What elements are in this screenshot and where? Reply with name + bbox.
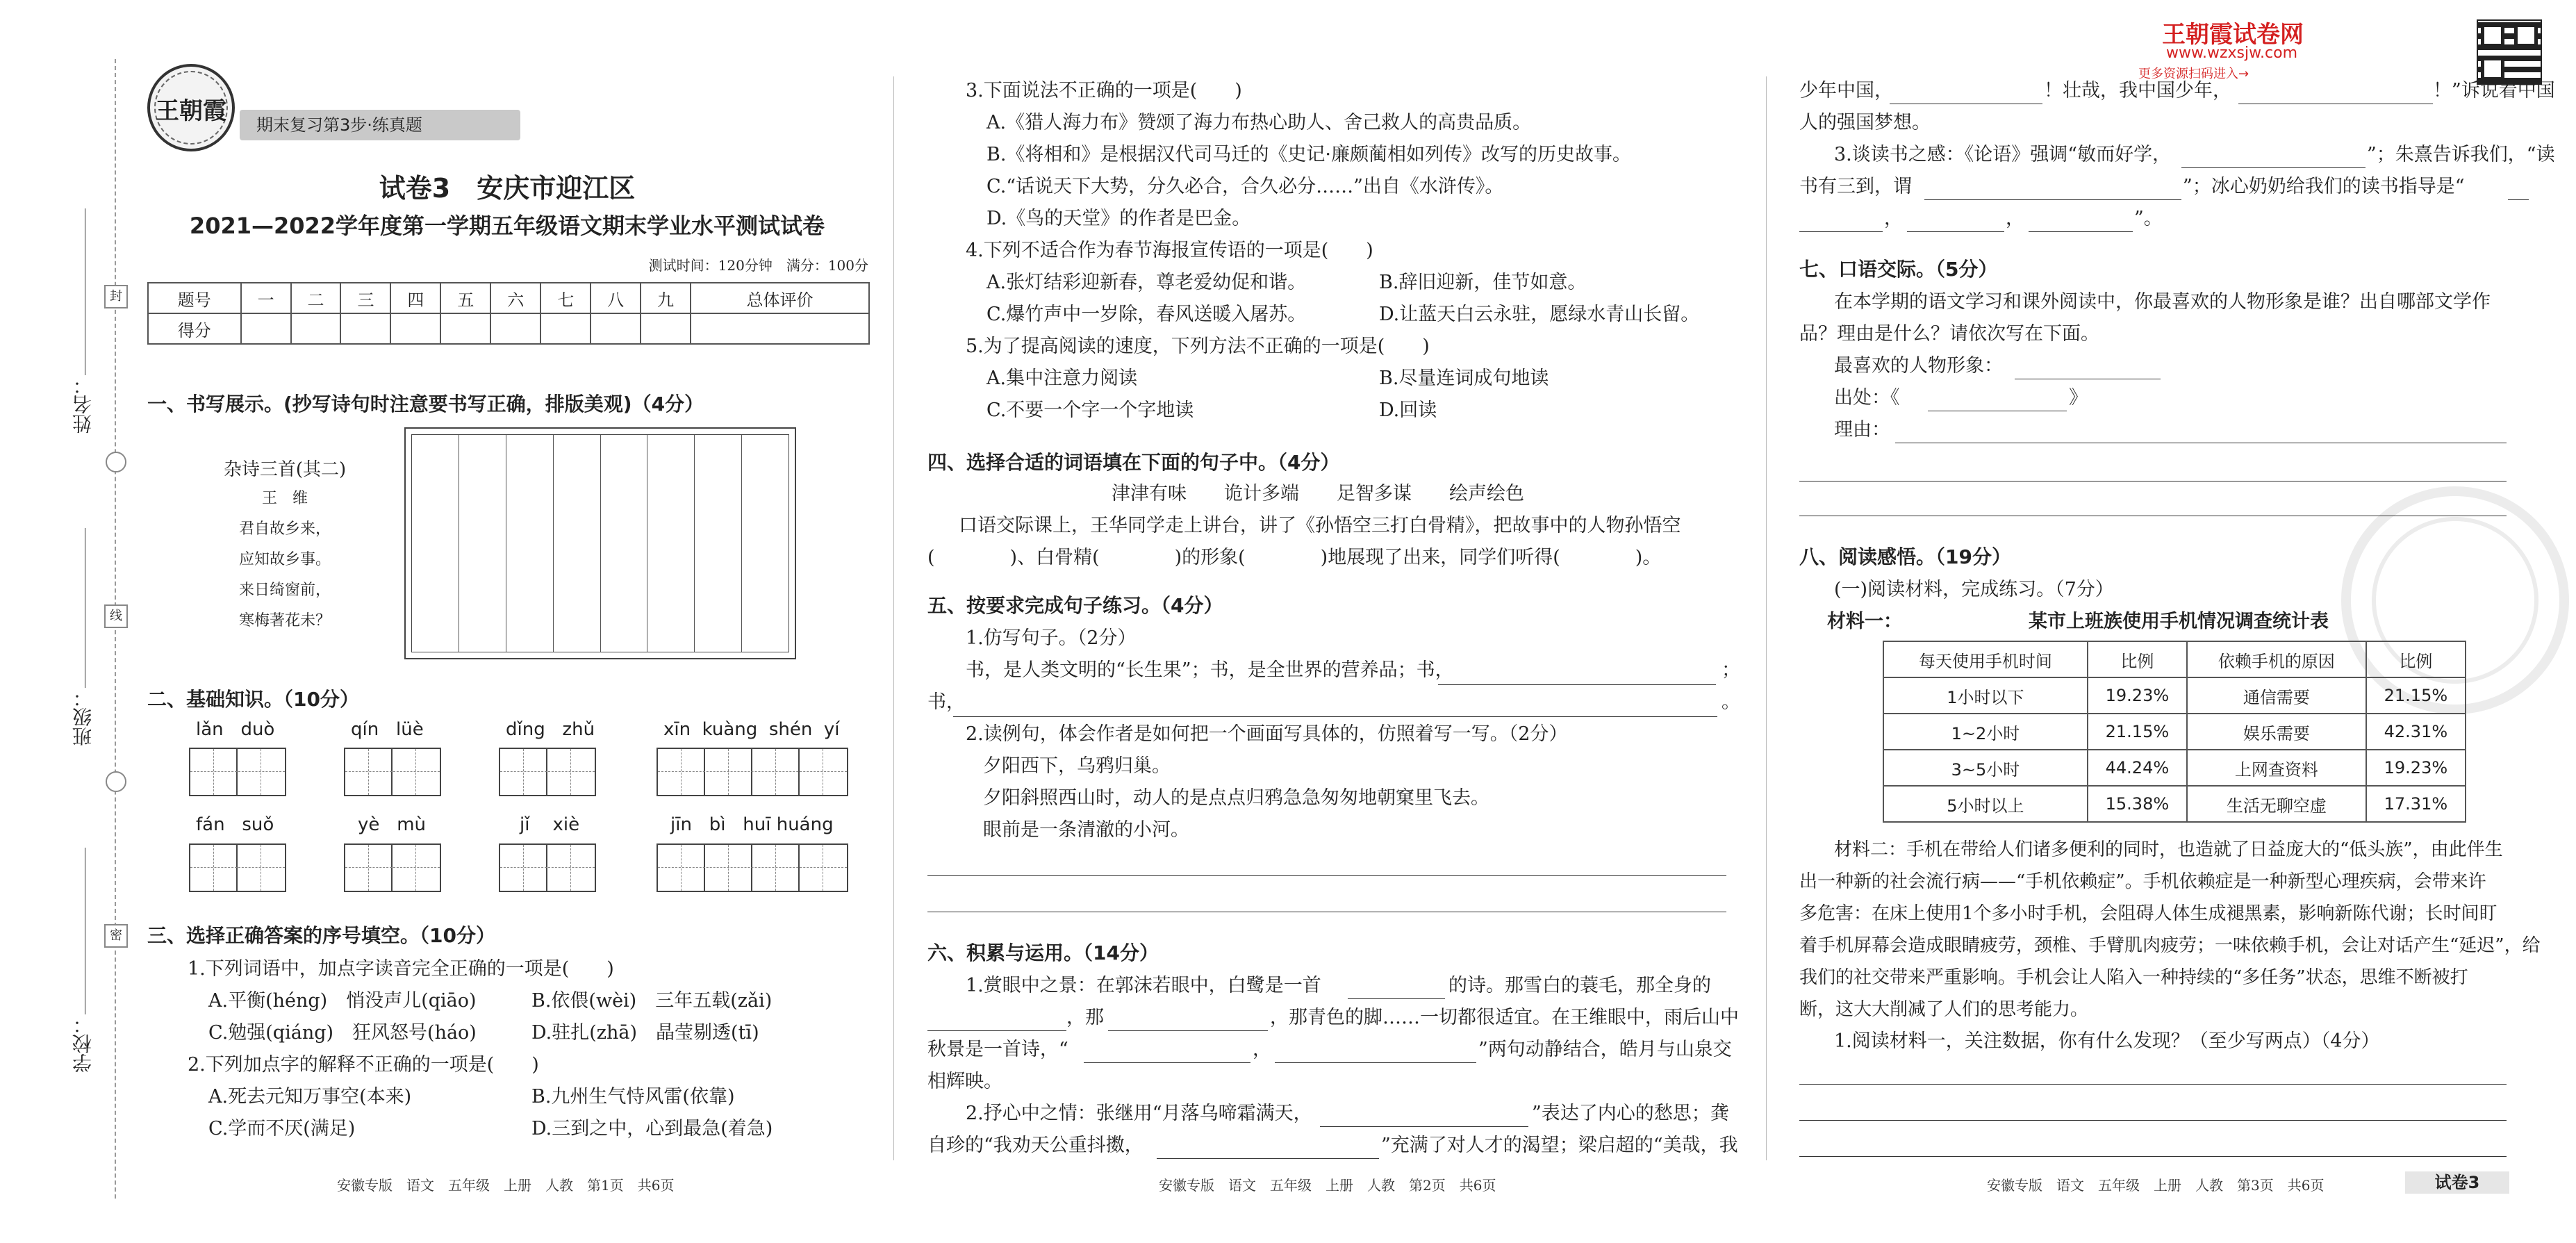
score-table bbox=[147, 282, 870, 345]
page-1-footer: 安徽专版 语文 五年级 上册 人教 第1页 共6页 bbox=[337, 1177, 675, 1194]
source-label: 出处：《 bbox=[1834, 387, 1900, 409]
binding-hole-2 bbox=[106, 771, 126, 792]
answer-line[interactable] bbox=[953, 716, 1717, 717]
s6-text-a: 1.赏眼中之景：在郭沫若眼中，白鹭是一首 bbox=[966, 975, 1321, 996]
score-head: 八 bbox=[591, 283, 641, 313]
table-cell: 生活无聊空虚 bbox=[2187, 786, 2366, 822]
answer-line[interactable] bbox=[1799, 1120, 2507, 1121]
table-row bbox=[1883, 786, 2466, 822]
s8-part-1: (一)阅读材料，完成练习。（7分） bbox=[1834, 579, 2114, 600]
binding-line bbox=[115, 59, 116, 1199]
q4-option-d: D.让蓝天白云永驻，愿绿水青山长留。 bbox=[1379, 304, 1700, 325]
score-head: 三 bbox=[340, 283, 390, 313]
score-cell[interactable] bbox=[540, 313, 591, 344]
school-label: 学校： bbox=[72, 1014, 94, 1073]
char-grid[interactable] bbox=[189, 843, 286, 892]
pinyin: lǎn duò bbox=[196, 719, 275, 740]
q2-stem: 2.下列加点字的解释不正确的一项是( ) bbox=[188, 1054, 539, 1076]
score-label: 得分 bbox=[148, 313, 241, 344]
q1-stem: 1.下列词语中，加点字读音完全正确的一项是( ) bbox=[188, 958, 614, 980]
answer-line[interactable] bbox=[927, 1030, 1066, 1031]
score-cell[interactable] bbox=[291, 313, 341, 344]
exam-meta: 测试时间：120分钟 满分：100分 bbox=[648, 257, 868, 274]
q5-stem: 5.为了提高阅读的速度，下列方法不正确的一项是( ) bbox=[966, 336, 1430, 357]
answer-line[interactable] bbox=[927, 875, 1726, 876]
p3-l4a: 书有三到，谓 bbox=[1799, 176, 1912, 197]
table-row bbox=[1883, 714, 2466, 750]
paper-badge: 试卷3 bbox=[2405, 1171, 2509, 1194]
s6-text-c2: ”两句动静结合，皓月与山泉交 bbox=[1478, 1039, 1732, 1060]
binding-hole-1 bbox=[106, 452, 126, 472]
section-8-title: 八、阅读感悟。（19分） bbox=[1799, 545, 2011, 568]
q4-option-a: A.张灯结彩迎新春，尊老爱幼促和谐。 bbox=[986, 272, 1307, 293]
binding-mark-2: 线 bbox=[104, 604, 128, 628]
section-2-title: 二、基础知识。（10分） bbox=[147, 688, 359, 711]
pinyin: yè mù bbox=[358, 814, 426, 835]
table-cell: 3~5小时 bbox=[1883, 750, 2088, 786]
pinyin: jǐ xiè bbox=[520, 814, 580, 835]
material-1-label: 材料一： bbox=[1827, 611, 1902, 632]
s6-text-f2: ”充满了对人才的渴望；梁启超的“美哉，我 bbox=[1381, 1135, 1738, 1156]
comma: ， bbox=[1884, 208, 1903, 229]
poem-line: 君自故乡来， bbox=[238, 520, 331, 538]
score-head: 九 bbox=[641, 283, 691, 313]
q4-option-c: C.爆竹声中一岁除，春风送暖入屠苏。 bbox=[986, 304, 1307, 325]
q1-option-d: D.驻扎(zhā) 晶莹剔透(tī) bbox=[531, 1022, 759, 1044]
pinyin: dǐng zhǔ bbox=[506, 719, 595, 740]
answer-line[interactable] bbox=[1438, 684, 1716, 685]
q5-option-c: C.不要一个字一个字地读 bbox=[986, 400, 1194, 421]
table-header: 比例 bbox=[2088, 641, 2187, 677]
char-grid[interactable] bbox=[499, 748, 596, 796]
table-cell: 42.31% bbox=[2366, 714, 2466, 750]
table-header: 比例 bbox=[2366, 641, 2466, 677]
q5-option-b: B.尽量连词成句地读 bbox=[1379, 368, 1549, 389]
score-head: 六 bbox=[490, 283, 540, 313]
table-cell: 15.38% bbox=[2088, 786, 2187, 822]
q5-option-d: D.回读 bbox=[1379, 400, 1437, 421]
brand-name: 王朝霞 bbox=[156, 97, 226, 125]
answer-line[interactable] bbox=[1924, 199, 2181, 200]
section-7-title: 七、口语交际。（5分） bbox=[1799, 258, 1998, 281]
material-2-line: 出一种新的社会流行病——“手机依赖症”。手机依赖症是一种新型心理疾病，会带来许 bbox=[1799, 871, 2486, 892]
char-grid[interactable] bbox=[344, 843, 441, 892]
s6-text-b: ，那 bbox=[1066, 1007, 1104, 1028]
table-cell: 娱乐需要 bbox=[2187, 714, 2366, 750]
score-head: 总体评价 bbox=[691, 283, 869, 313]
score-head: 七 bbox=[540, 283, 591, 313]
p3-l1b: ！壮哉，我中国少年， bbox=[2044, 80, 2231, 101]
paper-subtitle: 2021—2022学年度第一学期五年级语文期末学业水平测试试卷 bbox=[189, 213, 825, 239]
score-cell[interactable] bbox=[440, 313, 490, 344]
s5-q1-text2: 书， bbox=[927, 691, 965, 713]
site-tip: 更多资源扫码进入→ bbox=[2138, 67, 2249, 81]
q3-stem: 3.下面说法不正确的一项是( ) bbox=[966, 80, 1242, 101]
reading-q1: 1.阅读材料一，关注数据，你有什么发现？（至少写两点）（4分） bbox=[1834, 1030, 2380, 1052]
p3-l5: ”。 bbox=[2134, 208, 2163, 229]
q5-option-a: A.集中注意力阅读 bbox=[986, 368, 1138, 389]
poem-body bbox=[208, 514, 361, 636]
section-6-title: 六、积累与运用。（14分） bbox=[927, 941, 1159, 964]
punct: 。 bbox=[1722, 691, 1740, 713]
p3-l1a: 少年中国， bbox=[1799, 80, 1893, 101]
site-url[interactable]: www.wzxsjw.com bbox=[2166, 44, 2298, 62]
score-cell[interactable] bbox=[390, 313, 440, 344]
copy-writing-grid[interactable] bbox=[404, 427, 796, 659]
q2-option-d: D.三到之中，心到最急(着急) bbox=[531, 1118, 773, 1139]
s5-q1-text: 书，是人类文明的“长生果”；书，是全世界的营养品；书， bbox=[966, 659, 1454, 681]
answer-line[interactable] bbox=[1907, 231, 2004, 232]
answer-line[interactable] bbox=[1799, 1084, 2507, 1085]
table-cell: 21.15% bbox=[2088, 714, 2187, 750]
s5-q1: 1.仿写句子。（2分） bbox=[966, 627, 1137, 649]
q4-option-b: B.辞旧迎新，佳节如意。 bbox=[1379, 272, 1587, 293]
pinyin: xīn kuàng shén yí bbox=[663, 719, 840, 740]
answer-line[interactable] bbox=[2508, 199, 2529, 200]
table-cell: 上网查资料 bbox=[2187, 750, 2366, 786]
favorite-character-label: 最喜欢的人物形象： bbox=[1834, 355, 2003, 377]
answer-line[interactable] bbox=[1348, 998, 1445, 999]
source-close: 》 bbox=[2069, 387, 2088, 409]
score-cell[interactable] bbox=[641, 313, 691, 344]
poem-author: 王 维 bbox=[261, 490, 308, 507]
q4-stem: 4.下列不适合作为春节海报宣传语的一项是( ) bbox=[966, 240, 1373, 261]
answer-line[interactable] bbox=[1799, 1156, 2507, 1157]
pinyin: jīn bì huī huáng bbox=[670, 814, 834, 835]
class-label: 班级： bbox=[72, 688, 94, 746]
score-cell[interactable] bbox=[340, 313, 390, 344]
answer-line[interactable] bbox=[2029, 231, 2133, 232]
s6-text-d: 相辉映。 bbox=[927, 1071, 1002, 1092]
column-divider-1 bbox=[893, 76, 894, 1160]
s6-text-c: 秋景是一首诗，“ bbox=[927, 1039, 1068, 1060]
comma: ， bbox=[1253, 1039, 1271, 1060]
table-cell: 通信需要 bbox=[2187, 677, 2366, 714]
char-grid[interactable] bbox=[189, 748, 286, 796]
poem-line: 来日绮窗前， bbox=[238, 582, 331, 599]
q1-option-b: B.依偎(wèi) 三年五载(zǎi) bbox=[531, 990, 773, 1012]
brand-logo bbox=[147, 64, 235, 151]
answer-line[interactable] bbox=[1084, 1062, 1250, 1063]
table-row bbox=[1883, 750, 2466, 786]
char-grid[interactable] bbox=[499, 843, 596, 892]
paper-title: 试卷3 安庆市迎江区 bbox=[379, 173, 636, 204]
score-head: 二 bbox=[291, 283, 341, 313]
poem-line: 应知故乡事。 bbox=[238, 551, 331, 568]
q2-option-b: B.九州生气恃风雷(依靠) bbox=[531, 1086, 735, 1108]
punct: ； bbox=[1722, 659, 1740, 681]
section-5-title: 五、按要求完成句子练习。（4分） bbox=[927, 594, 1223, 617]
q3-option-a: A.《猎人海力布》赞颂了海力布热心助人、舍己救人的高贵品质。 bbox=[986, 112, 1532, 133]
section-1-title: 一、书写展示。(抄写诗句时注意要书写正确，排版美观)（4分） bbox=[147, 393, 704, 415]
binding-mark-3: 密 bbox=[104, 924, 128, 948]
answer-line[interactable] bbox=[1157, 1158, 1379, 1159]
material-2-line: 断，这大大削减了人们的思考能力。 bbox=[1799, 999, 2089, 1020]
material-2-line: 多危害：在床上使用1个多小时手机，会阻碍人体生成褪黑素，影响新陈代谢；长时间盯 bbox=[1799, 903, 2497, 924]
s6-text-f: 自珍的“我劝天公重抖擞， bbox=[927, 1135, 1143, 1156]
score-cell[interactable] bbox=[241, 313, 291, 344]
table-cell: 21.15% bbox=[2366, 677, 2466, 714]
table-cell: 17.31% bbox=[2366, 786, 2466, 822]
word-bank: 津津有味 诡计多端 足智多谋 绘声绘色 bbox=[1112, 483, 1524, 504]
s6-text-b2: ，那青色的脚……一切都很适宜。在王维眼中，雨后山中 bbox=[1270, 1007, 1739, 1028]
reason-label: 理由： bbox=[1834, 419, 1890, 441]
page-2-footer: 安徽专版 语文 五年级 上册 人教 第2页 共6页 bbox=[1159, 1177, 1496, 1194]
score-head: 一 bbox=[241, 283, 291, 313]
review-badge: 期末复习第3步·练真题 bbox=[240, 110, 520, 140]
q1-option-a: A.平衡(héng) 悄没声儿(qiāo) bbox=[208, 990, 477, 1012]
score-head: 四 bbox=[390, 283, 440, 313]
site-name: 王朝霞试卷网 bbox=[2162, 21, 2304, 49]
score-head: 题号 bbox=[148, 283, 241, 313]
example-2: 夕阳斜照西山时，动人的是点点归鸦急急匆匆地朝窠里飞去。 bbox=[983, 787, 1489, 809]
material-1-title: 某市上班族使用手机情况调查统计表 bbox=[2029, 611, 2329, 632]
section-3-title: 三、选择正确答案的序号填空。（10分） bbox=[147, 924, 495, 947]
page-3-footer: 安徽专版 语文 五年级 上册 人教 第3页 共6页 bbox=[1987, 1177, 2325, 1194]
table-row bbox=[1883, 677, 2466, 714]
char-grid[interactable] bbox=[657, 843, 848, 892]
material-2-text: 材料二：手机在带给人们诸多便利的同时，也造就了日益庞大的“低头族”，由此伴生 bbox=[1834, 839, 2503, 860]
q1-option-c: C.勉强(qiáng) 狂风怒号(háo) bbox=[208, 1022, 477, 1044]
phone-usage-table bbox=[1883, 641, 2466, 823]
column-divider-2 bbox=[1766, 76, 1767, 1160]
s5-q2: 2.读例句，体会作者是如何把一个画面写具体的，仿照着写一写。（2分） bbox=[966, 723, 1568, 745]
table-header: 每天使用手机时间 bbox=[1883, 641, 2088, 677]
s4-text-1: 口语交际课上，王华同学走上讲台，讲了《孙悟空三打白骨精》，把故事中的人物孙悟空 bbox=[959, 515, 1681, 536]
score-cell[interactable] bbox=[691, 313, 869, 344]
example-1: 夕阳西下，乌鸦归巢。 bbox=[983, 755, 1171, 777]
s6-text-e: 2.抒心中之情：张继用“月落乌啼霜满天， bbox=[966, 1103, 1312, 1124]
pinyin: fán suǒ bbox=[196, 814, 274, 835]
table-header: 依赖手机的原因 bbox=[2187, 641, 2366, 677]
score-cell[interactable] bbox=[490, 313, 540, 344]
q2-option-a: A.死去元知万事空(本来) bbox=[208, 1086, 412, 1108]
p3-l3b: ”；朱熹告诉我们，“读 bbox=[2367, 144, 2555, 165]
s6-text-a2: 的诗。那雪白的蓑毛，那全身的 bbox=[1448, 975, 1711, 996]
s7-text-2: 品？理由是什么？请依次写在下面。 bbox=[1799, 323, 2099, 345]
pinyin: qín lüè bbox=[351, 719, 424, 740]
s4-text-2: ( )、白骨精( )的形象( )地展现了出来，同学们听得( )。 bbox=[927, 547, 1662, 568]
score-cell[interactable] bbox=[591, 313, 641, 344]
table-cell: 19.23% bbox=[2088, 677, 2187, 714]
s7-text-1: 在本学期的语文学习和课外阅读中，你最喜欢的人物形象是谁？出自哪部文学作 bbox=[1834, 291, 2491, 313]
poem-line: 寒梅著花未？ bbox=[238, 612, 331, 629]
table-cell: 1小时以下 bbox=[1883, 677, 2088, 714]
q3-option-b: B.《将相和》是根据汉代司马迁的《史记·廉颇蔺相如列传》改写的历史故事。 bbox=[986, 144, 1632, 165]
poem-title: 杂诗三首(其二) bbox=[223, 459, 347, 480]
section-4-title: 四、选择合适的词语填在下面的句子中。（4分） bbox=[927, 451, 1340, 474]
q3-option-c: C.“话说天下大势，分久必合，合久必分……”出自《水浒传》。 bbox=[986, 176, 1504, 197]
comma: ， bbox=[2006, 208, 2024, 229]
name-label: 姓名： bbox=[72, 375, 94, 434]
table-cell: 19.23% bbox=[2366, 750, 2466, 786]
table-cell: 5小时以上 bbox=[1883, 786, 2088, 822]
s6-text-e2: ”表达了内心的愁思；龚 bbox=[1532, 1103, 1729, 1124]
p3-l3a: 3.谈读书之感：《论语》强调“敏而好学， bbox=[1834, 144, 2172, 165]
q2-option-c: C.学而不厌(满足) bbox=[208, 1118, 356, 1139]
answer-line[interactable] bbox=[1799, 231, 1883, 232]
char-grid[interactable] bbox=[657, 748, 848, 796]
answer-line[interactable] bbox=[1275, 1062, 1476, 1063]
answer-line[interactable] bbox=[2181, 167, 2366, 168]
p3-l4b: ”；冰心奶奶给我们的读书指导是“ bbox=[2183, 176, 2465, 197]
example-3: 眼前是一条清澈的小河。 bbox=[983, 819, 1189, 841]
table-cell: 44.24% bbox=[2088, 750, 2187, 786]
answer-line[interactable] bbox=[1320, 1126, 1528, 1127]
p3-l2: 人的强国梦想。 bbox=[1799, 112, 1931, 133]
material-2-line: 我们的社交带来严重影响。手机会让人陷入一种持续的“多任务”状态，思维不断被打 bbox=[1799, 967, 2468, 988]
answer-line[interactable] bbox=[1108, 1030, 1268, 1031]
binding-mark-1: 封 bbox=[104, 285, 128, 308]
q3-option-d: D.《鸟的天堂》的作者是巴金。 bbox=[986, 208, 1251, 229]
table-cell: 1~2小时 bbox=[1883, 714, 2088, 750]
char-grid[interactable] bbox=[344, 748, 441, 796]
score-head: 五 bbox=[440, 283, 490, 313]
p3-l1c: ！”诉说着中国 bbox=[2433, 80, 2555, 101]
material-2-line: 着手机屏幕会造成眼睛疲劳，颈椎、手臂肌肉疲劳；一味依赖手机，会让对话产生“延迟”，给 bbox=[1799, 935, 2541, 956]
